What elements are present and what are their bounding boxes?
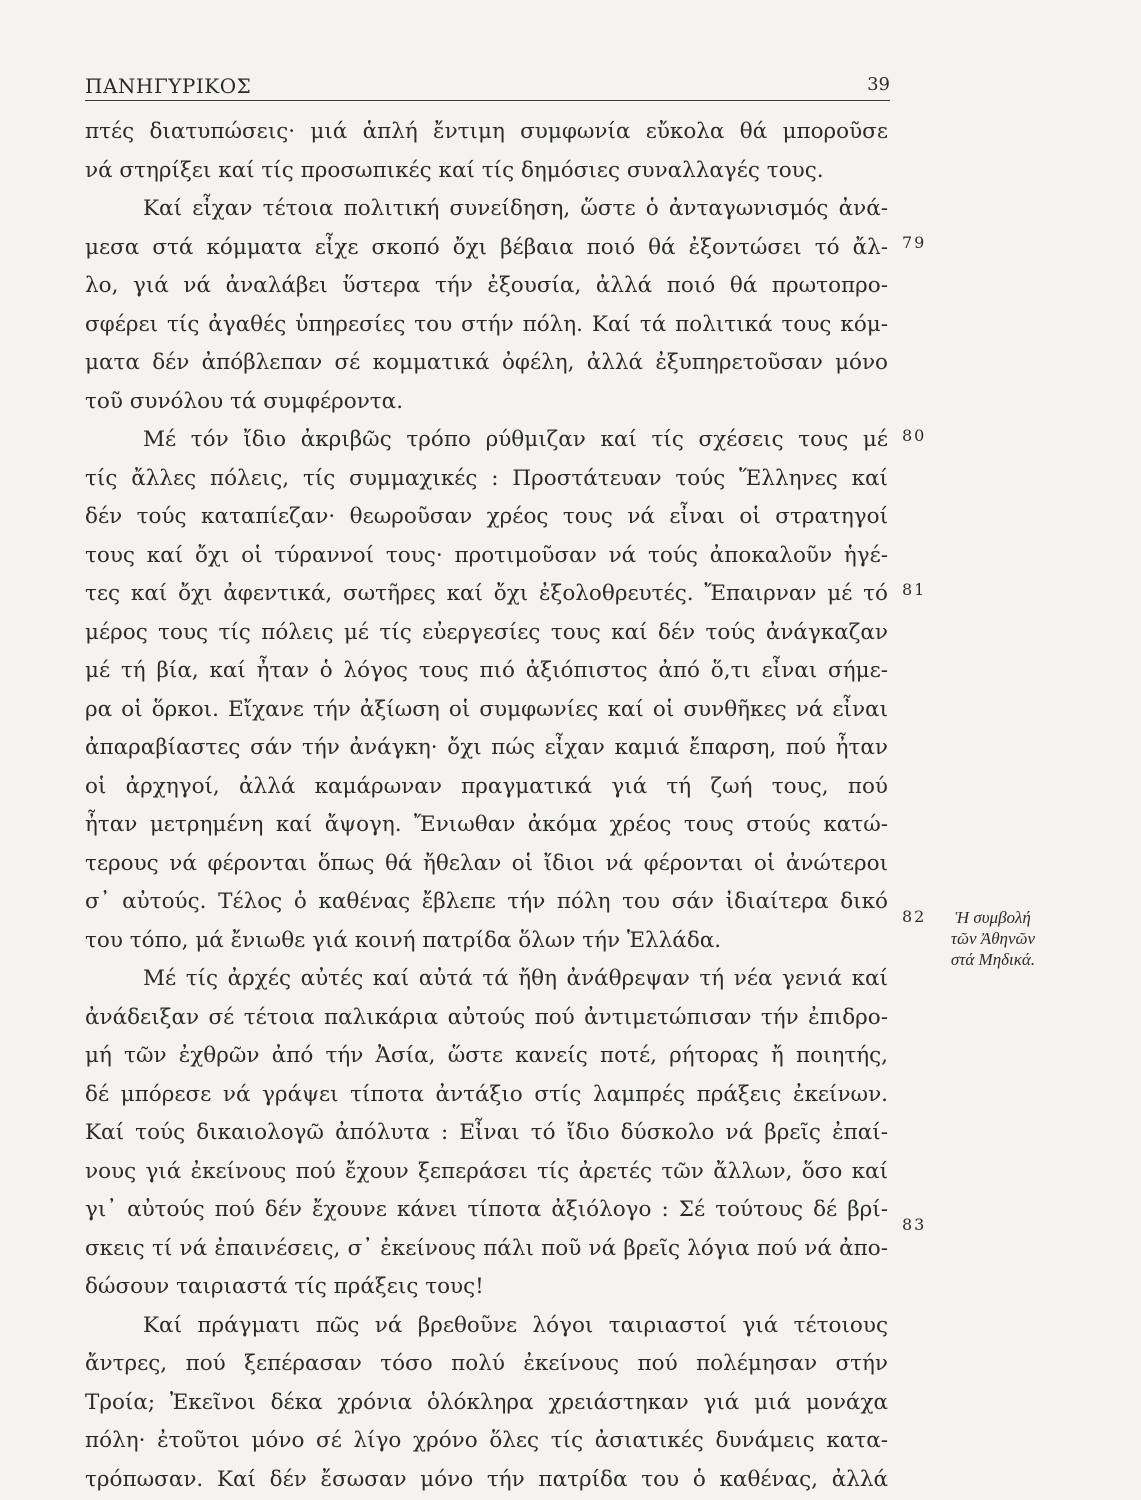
- section-number-82: 82: [902, 907, 927, 926]
- text-line: δέ μπόρεσε νά γράψει τίποτα ἀντάξιο στίς λαμπρές πράξεις ἐκείνων.: [85, 1081, 888, 1107]
- section-number-83: 83: [902, 1215, 927, 1234]
- text-line: ἀπαραβίαστες σάν τήν ἀνάγκη· ὄχι πώς εἶχαν καμιά ἔπαρση, πού ἦταν: [85, 735, 888, 760]
- text-line: δέν τούς καταπίεζαν· θεωροῦσαν χρέος τους νά εἶναι οἱ στρατηγοί: [85, 504, 888, 529]
- text-line: ρα οἱ ὅρκοι. Εἴχανε τήν ἀξίωση οἱ συμφωνίες καί οἱ συνθῆκες νά εἶναι: [85, 696, 888, 722]
- text-line: λο, γιά νά ἀναλάβει ὕστερα τήν ἐξουσία, ἀλλά ποιό θά πρωτοπρο-: [85, 273, 888, 298]
- running-header: [85, 70, 890, 101]
- text-line: ἀνάδειξαν σέ τέτοια παλικάρια αὐτούς πού ἀντιμετώπισαν τήν ἐπιδρο-: [85, 1004, 888, 1030]
- text-line: μέρος τους τίς πόλεις μέ τίς εὐεργεσίες τους καί δέν τούς ἀνάγκαζαν: [85, 619, 888, 645]
- text-line: νους γιά ἐκείνους πού ἔχουν ξεπεράσει τίς ἀρετές τῶν ἄλλων, ὅσο καί: [85, 1158, 888, 1184]
- text-line: Τροία; Ἐκεῖνοι δέκα χρόνια ὁλόκληρα χρειάστηκαν γιά μιά μονάχα: [85, 1389, 888, 1415]
- text-line: τερους νά φέρονται ὅπως θά ἤθελαν οἱ ἴδιοι νά φέρονται οἱ ἀνώτεροι: [85, 850, 888, 876]
- text-line: τες καί ὄχι ἀφεντικά, σωτῆρες καί ὄχι ἐξολοθρευτές. Ἔπαιρναν μέ τό: [85, 581, 888, 606]
- text-line: νά στηρίξει καί τίς προσωπικές καί τίς δημόσιες συναλλαγές τους.: [85, 157, 824, 183]
- margin-note-line: τῶν Ἀθηνῶν: [950, 929, 1036, 948]
- text-line: ματα δέν ἀπόβλεπαν σέ κομματικά ὀφέλη, ἀλλά ἐξυπηρετοῦσαν μόνο: [85, 350, 888, 375]
- text-line: τους καί ὄχι οἱ τύραννοί τους· προτιμοῦσαν νά τούς ἀποκαλοῦν ἡγέ-: [85, 542, 888, 568]
- text-line: τοῦ συνόλου τά συμφέροντα.: [85, 388, 404, 414]
- section-number-79: 79: [902, 233, 927, 252]
- text-line: μεσα στά κόμματα εἶχε σκοπό ὄχι βέβαια ποιό θά ἐξοντώσει τό ἄλ-: [85, 234, 888, 260]
- page-number: 39: [867, 74, 890, 95]
- body-text: [85, 113, 888, 1499]
- text-line: τίς ἄλλες πόλεις, τίς συμμαχικές : Προστάτευαν τούς Ἕλληνες καί: [85, 465, 888, 491]
- text-line: σκεις τί νά ἐπαινέσεις, σ᾽ ἐκείνους πάλι ποῦ νά βρεῖς λόγια πού νά ἀπο-: [85, 1235, 888, 1261]
- text-line: οἱ ἀρχηγοί, ἀλλά καμάρωναν πραγματικά γιά τή ζωή τους, πού: [85, 773, 888, 799]
- margin-note-line: Ἡ συμβολή: [955, 908, 1031, 927]
- text-line: ἄντρες, πού ξεπέρασαν τόσο πολύ ἐκείνους πού πολέμησαν στήν: [85, 1351, 888, 1376]
- text-line: ἦταν μετρημένη καί ἄψογη. Ἔνιωθαν ἀκόμα χρέος τους στούς κατώ-: [85, 812, 888, 837]
- text-line: μέ τή βία, καί ἦταν ὁ λόγος τους πιό ἀξιόπιστος ἀπό ὅ,τι εἶναι σήμε-: [85, 658, 888, 683]
- margin-note: [918, 907, 1068, 970]
- text-line: Καί εἶχαν τέτοια πολιτική συνείδηση, ὥστε ὁ ἀνταγωνισμός ἀνά-: [143, 196, 888, 221]
- text-line: μή τῶν ἐχθρῶν ἀπό τήν Ἀσία, ὥστε κανείς ποτέ, ρήτορας ἤ ποιητής,: [85, 1043, 888, 1068]
- text-line: του τόπο, μά ἔνιωθε γιά κοινή πατρίδα ὅλων τήν Ἑλλάδα.: [85, 927, 722, 953]
- text-line: δώσουν ταιριαστά τίς πράξεις τους!: [85, 1274, 484, 1299]
- text-line: γι᾽ αὐτούς πού δέν ἔχουνε κάνει τίποτα ἀξιόλογο : Σέ τούτους δέ βρί-: [85, 1197, 888, 1222]
- text-line: πόλη· ἐτοῦτοι μόνο σέ λίγο χρόνο ὅλες τίς ἀσιατικές δυνάμεις κατα-: [85, 1428, 888, 1453]
- text-line: τρόπωσαν. Καί δέν ἔσωσαν μόνο τήν πατρίδα του ὁ καθένας, ἀλλά: [85, 1466, 888, 1492]
- text-line: πτές διατυπώσεις· μιά ἁπλή ἔντιμη συμφωνία εὔκολα θά μποροῦσε: [85, 119, 888, 144]
- text-line: σφέρει τίς ἀγαθές ὑπηρεσίες του στήν πόλη. Καί τά πολιτικά τους κόμ-: [85, 311, 888, 337]
- text-line: Καί πράγματι πῶς νά βρεθοῦνε λόγοι ταιριαστοί γιά τέτοιους: [143, 1312, 888, 1338]
- margin-note-line: στά Μηδικά.: [950, 950, 1036, 969]
- text-line: Μέ τίς ἀρχές αὐτές καί αὐτά τά ἤθη ἀνάθρεψαν τή νέα γενιά καί: [143, 966, 888, 991]
- section-number-80: 80: [902, 426, 927, 445]
- text-line: σ᾽ αὐτούς. Τέλος ὁ καθένας ἔβλεπε τήν πόλη του σάν ἰδιαίτερα δικό: [85, 889, 888, 914]
- text-line: Μέ τόν ἴδιο ἀκριβῶς τρόπο ρύθμιζαν καί τίς σχέσεις τους μέ: [143, 427, 888, 452]
- section-number-81: 81: [902, 580, 927, 599]
- running-title: ΠΑΝΗΓΥΡΙΚΟΣ: [85, 74, 252, 98]
- text-line: Καί τούς δικαιολογῶ ἀπόλυτα : Εἶναι τό ἴδιο δύσκολο νά βρεῖς ἐπαί-: [85, 1120, 888, 1145]
